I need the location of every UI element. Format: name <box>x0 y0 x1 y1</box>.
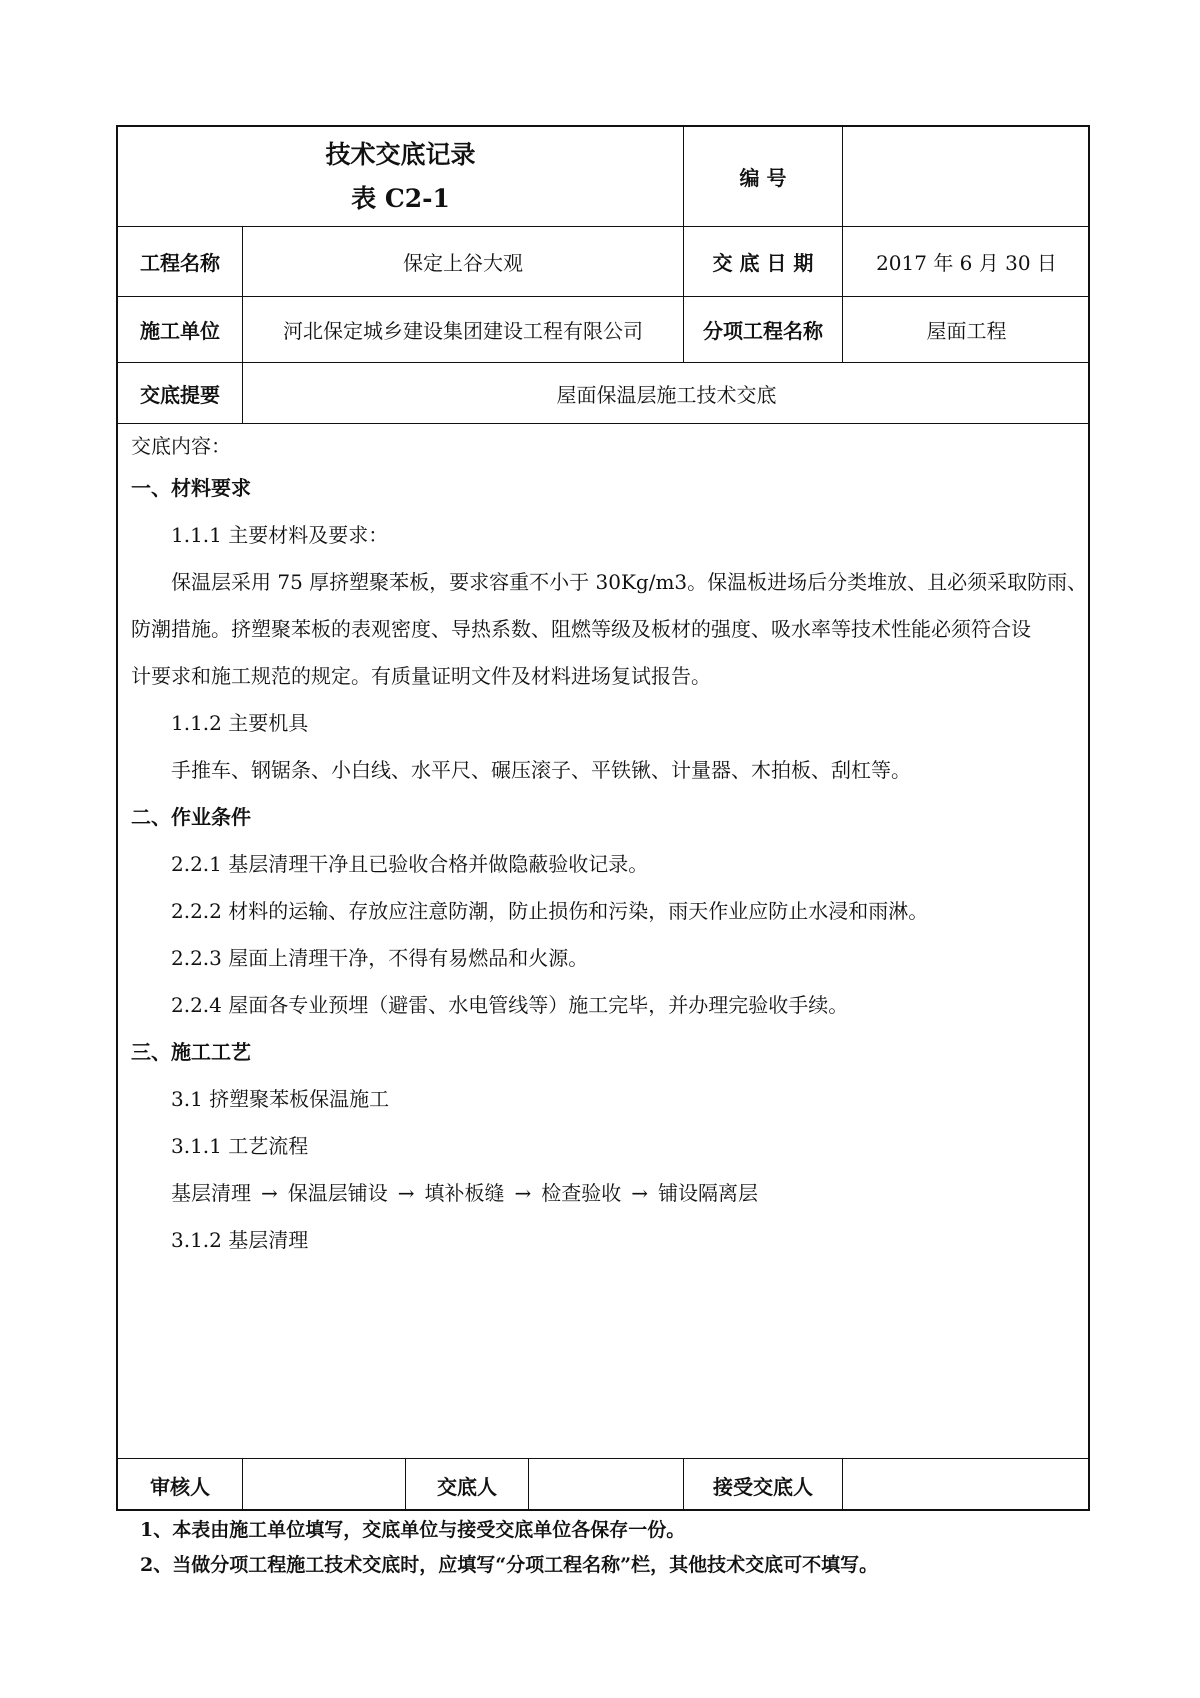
technical-disclosure-form <box>116 125 1090 1511</box>
paragraph-line: 2.2.3 屋面上清理干净，不得有易燃品和火源。 <box>171 946 589 970</box>
subsection-title: 3.1.2 基层清理 <box>171 1228 309 1252</box>
section-title: 二、作业条件 <box>131 805 251 829</box>
note-line: 2、当做分项工程施工技术交底时，应填写“分项工程名称”栏，其他技术交底可不填写。 <box>140 1554 879 1576</box>
number-label: 编 号 <box>739 166 787 190</box>
subsection-title: 1.1.1 主要材料及要求： <box>171 523 389 547</box>
subsection-title: 3.1 挤塑聚苯板保温施工 <box>171 1087 390 1111</box>
process-flow <box>120 1170 1080 1217</box>
contractor-value[interactable]: 河北保定城乡建设集团建设工程有限公司 <box>283 319 643 343</box>
flow-step: 检查验收 <box>541 1181 622 1205</box>
subproject-name-value[interactable]: 屋面工程 <box>926 319 1007 343</box>
reviewer-label: 审核人 <box>150 1474 210 1499</box>
disclosure-date-label: 交 底 日 期 <box>712 251 814 275</box>
subproject-name-label: 分项工程名称 <box>703 319 823 343</box>
paragraph-line: 保温层采用 75 厚挤塑聚苯板，要求容重不小于 30Kg/m3。保温板进场后分类堆放、且必须采取防雨、 <box>171 570 1088 594</box>
paragraph-line: 2.2.1 基层清理干净且已验收合格并做隐蔽验收记录。 <box>171 852 649 876</box>
form-title-code: 表 C2-1 <box>351 183 450 213</box>
subsection-title: 1.1.2 主要机具 <box>171 711 309 735</box>
flow-arrow-icon: → <box>631 1181 649 1205</box>
flow-arrow-icon: → <box>514 1181 532 1205</box>
flow-arrow-icon: → <box>397 1181 415 1205</box>
paragraph-line: 防潮措施。挤塑聚苯板的表观密度、导热系数、阻燃等级及板材的强度、吸水率等技术性能必须符合设 <box>131 617 1031 641</box>
section-title: 一、材料要求 <box>131 476 251 500</box>
presenter-signature-field[interactable] <box>529 1459 683 1511</box>
flow-step: 填补板缝 <box>424 1181 505 1205</box>
subsection-title: 3.1.1 工艺流程 <box>171 1134 309 1158</box>
note-line: 1、本表由施工单位填写，交底单位与接受交底单位各保存一份。 <box>140 1519 686 1541</box>
paragraph-line: 计要求和施工规范的规定。有质量证明文件及材料进场复试报告。 <box>131 664 711 688</box>
paragraph-line: 2.2.2 材料的运输、存放应注意防潮，防止损伤和污染，雨天作业应防止水浸和雨淋。 <box>171 899 929 923</box>
disclosure-date-value[interactable]: 2017 年 6 月 30 日 <box>876 251 1057 275</box>
flow-arrow-icon: → <box>261 1181 278 1205</box>
summary-label: 交底提要 <box>140 382 220 407</box>
number-value[interactable] <box>843 127 1090 226</box>
receiver-label: 接受交底人 <box>713 1474 813 1499</box>
receiver-signature-field[interactable] <box>843 1459 1090 1511</box>
content-heading: 交底内容： <box>131 434 231 458</box>
disclosure-content <box>120 427 1088 1264</box>
form-title <box>118 127 683 226</box>
flow-step: 铺设隔离层 <box>658 1181 759 1205</box>
form-title-main: 技术交底记录 <box>325 139 476 169</box>
flow-step: 基层清理 <box>171 1181 251 1205</box>
project-name-value[interactable]: 保定上谷大观 <box>403 251 523 275</box>
row-divider <box>118 423 1088 424</box>
section-title: 三、施工工艺 <box>131 1040 251 1064</box>
presenter-label: 交底人 <box>437 1474 497 1499</box>
summary-value[interactable]: 屋面保温层施工技术交底 <box>556 382 777 407</box>
reviewer-signature-field[interactable] <box>243 1459 405 1511</box>
project-name-label: 工程名称 <box>140 251 220 275</box>
paragraph-line: 2.2.4 屋面各专业预埋（避雷、水电管线等）施工完毕，并办理完验收手续。 <box>171 993 849 1017</box>
contractor-label: 施工单位 <box>140 319 220 343</box>
form-notes <box>140 1513 878 1583</box>
paragraph-line: 手推车、钢锯条、小白线、水平尺、碾压滚子、平铁锹、计量器、木拍板、刮杠等。 <box>171 758 911 782</box>
flow-step: 保温层铺设 <box>287 1181 388 1205</box>
